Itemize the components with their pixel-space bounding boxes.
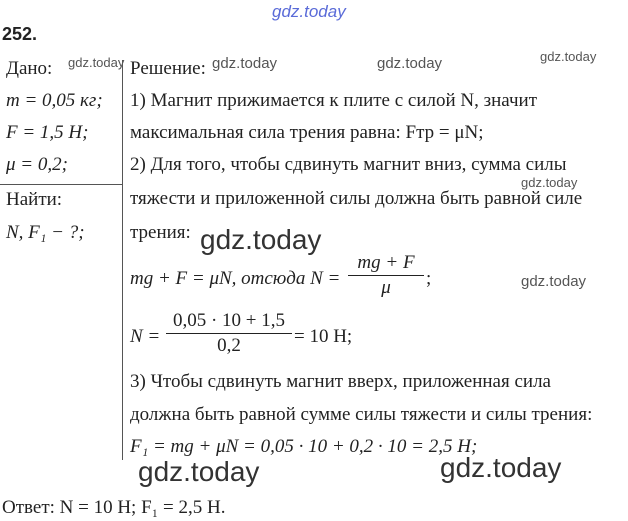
solution-line-1: 1) Магнит прижимается к плите с силой N, значит	[130, 90, 537, 111]
watermark-small: gdz.today	[521, 175, 578, 190]
equation-2-fraction	[166, 311, 292, 356]
solution-line-2: максимальная сила трения равна: Fтр = μN;	[130, 122, 484, 143]
equation-3: F₁ = mg + μN = 0,05 · 10 + 0,2 · 10 = 2,5 Н;	[130, 436, 478, 457]
watermark-small: gdz.today	[377, 55, 443, 72]
given-mass: m = 0,05 кг;	[6, 90, 103, 111]
find-value: N, F₁ − ?;	[6, 222, 85, 243]
solution-line-3: 2) Для того, чтобы сдвинуть магнит вниз, сумма силы	[130, 154, 567, 175]
watermark-small: gdz.today	[521, 273, 587, 290]
equation-1-numerator: mg + F	[357, 252, 415, 273]
equation-2-left: N =	[130, 326, 161, 347]
find-header: Найти:	[6, 189, 63, 210]
solution-line-6: 3) Чтобы сдвинуть магнит вверх, приложенная сила	[130, 371, 551, 392]
watermark-large: gdz.today	[440, 452, 562, 483]
given-mu: μ = 0,2;	[6, 154, 68, 175]
given-force: F = 1,5 Н;	[6, 122, 89, 143]
watermark-small: gdz.today	[68, 55, 125, 70]
answer: Ответ: N = 10 Н; F₁ = 2,5 Н.	[2, 497, 226, 518]
equation-1-denominator: μ	[381, 277, 391, 298]
solution-line-5: трения:	[130, 222, 191, 243]
watermark-top: gdz.today	[272, 2, 346, 21]
problem-number: 252.	[2, 24, 38, 44]
fraction-bar	[166, 333, 292, 334]
fraction-bar	[348, 275, 424, 276]
equation-1-fraction	[348, 253, 424, 298]
equation-1-left: mg + F = μN, отсюда N =	[130, 268, 341, 289]
solution-line-7: должна быть равной сумме силы тяжести и силы трения:	[130, 404, 593, 425]
divider-vertical	[122, 60, 123, 460]
equation-2-denominator: 0,2	[217, 335, 241, 356]
divider-given-find	[0, 184, 122, 185]
watermark-small: gdz.today	[540, 49, 597, 64]
given-header: Дано:	[6, 58, 53, 79]
solution-header: Решение:	[130, 58, 206, 79]
equation-1-end: ;	[426, 268, 432, 289]
watermark-large: gdz.today	[138, 456, 260, 487]
solution-line-4: тяжести и приложенной силы должна быть равной силе	[130, 188, 583, 209]
equation-2-numerator: 0,05 · 10 + 1,5	[172, 310, 286, 331]
watermark-large: gdz.today	[200, 224, 322, 255]
equation-2-right: = 10 Н;	[294, 326, 353, 347]
watermark-small: gdz.today	[212, 55, 278, 72]
